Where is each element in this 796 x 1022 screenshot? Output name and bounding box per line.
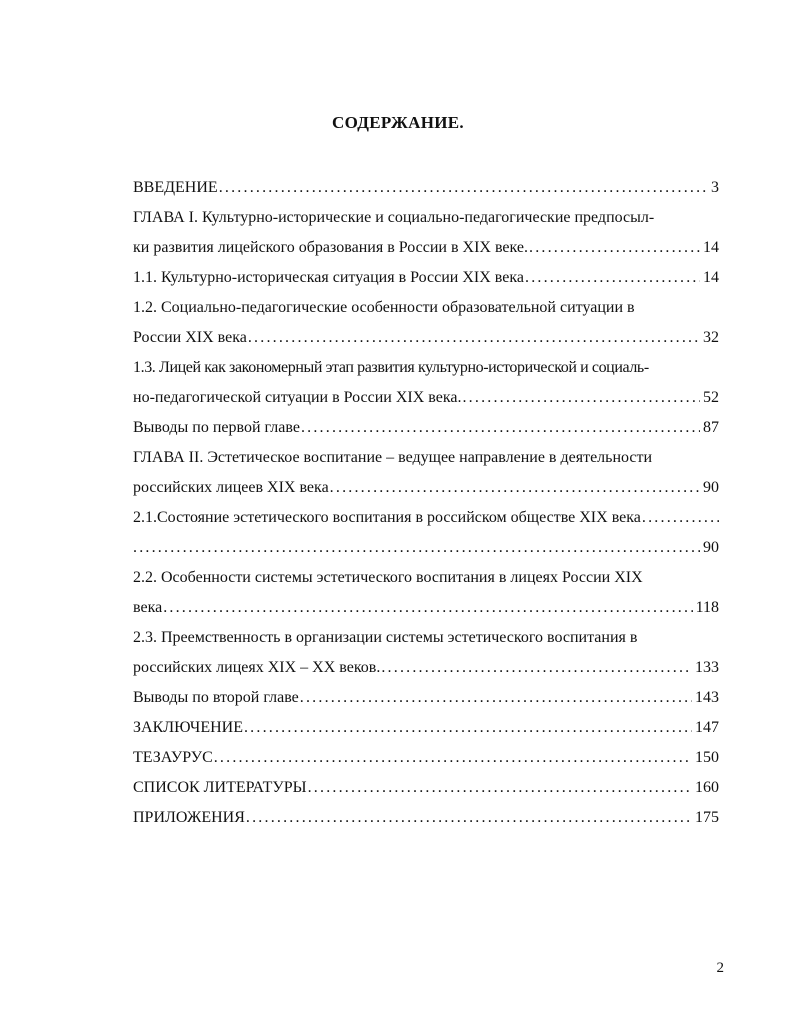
toc-entry-chapter-2 [133, 446, 719, 470]
dot-leader [133, 536, 700, 560]
toc-entry-conclusions-1 [133, 416, 719, 440]
toc-entry-text: 1.2. Социально-педагогические особенности образовательной ситуации в [133, 299, 635, 316]
toc-entry-text: 1.1. Культурно-историческая ситуация в России XIX века [133, 269, 524, 286]
dot-leader [641, 506, 719, 530]
toc-entry-text: века [133, 599, 163, 616]
toc-entry-text: ки развития лицейского образования в России в XIX веке. [133, 239, 528, 256]
toc-entry-page: 160 [695, 779, 719, 796]
toc-entry-page: 143 [695, 689, 719, 706]
toc-entry-section-2-1-cont [133, 536, 719, 560]
toc-entry-text: ТЕЗАУРУС [133, 749, 213, 766]
toc-entry-page: 150 [695, 749, 719, 766]
toc-entry-section-2-2 [133, 566, 719, 590]
dot-leader [213, 746, 692, 770]
toc-entry-text: 1.3. Лицей как закономерный этап развития культурно-исторической и социаль- [133, 359, 649, 376]
dot-leader [307, 776, 692, 800]
toc-entry-text: Выводы по второй главе [133, 689, 299, 706]
toc-entry-section-1-3 [133, 356, 719, 380]
toc-entry-section-2-2-cont [133, 596, 719, 620]
toc-entry-page: 52 [703, 389, 719, 406]
toc-entry-page: 32 [703, 329, 719, 346]
toc-entry-page: 14 [703, 239, 719, 256]
toc-entry-text: России XIX века [133, 329, 247, 346]
toc-entry-page: 90 [703, 479, 719, 496]
toc-entry-chapter-1 [133, 206, 719, 230]
toc-entry-page: 118 [695, 599, 719, 616]
dot-leader [243, 716, 692, 740]
toc-entry-section-1-2 [133, 296, 719, 320]
dot-leader [162, 596, 692, 620]
toc-entry-text: российских лицеях XIX – XX веков. [133, 659, 381, 676]
toc-entry-references [133, 776, 719, 800]
dot-leader [299, 686, 692, 710]
toc-entry-page: 90 [703, 539, 719, 556]
dot-leader [524, 266, 700, 290]
toc-entry-section-1-1 [133, 266, 719, 290]
toc-entry-text: российских лицеев XIX века [133, 479, 329, 496]
toc-entry-page: 14 [703, 269, 719, 286]
toc-entry-text: ПРИЛОЖЕНИЯ [133, 809, 245, 826]
dot-leader [247, 326, 700, 350]
toc-entry-text: ВВЕДЕНИЕ [133, 179, 218, 196]
toc-entry-section-2-1 [133, 506, 719, 530]
toc-entry-text: 2.3. Преемственность в организации системы эстетического воспитания в [133, 629, 638, 646]
toc-entry-page: 147 [695, 719, 719, 736]
toc-entry-text: ГЛАВА II. Эстетическое воспитание – ведущее направление в деятельности [133, 449, 653, 466]
toc-entry-thesaurus [133, 746, 719, 770]
toc-entry-text: но-педагогической ситуации в России XIX века. [133, 389, 462, 406]
dot-leader [245, 806, 692, 830]
toc-entry-text: ГЛАВА I. Культурно-исторические и социально-педагогические предпосыл- [133, 209, 655, 226]
toc-entry-page: 87 [703, 419, 719, 436]
toc-entry-intro [133, 176, 719, 200]
toc-entry-conclusion [133, 716, 719, 740]
dot-leader [300, 416, 700, 440]
toc-entry-page: 3 [711, 179, 719, 196]
toc-entry-text: 2.2. Особенности системы эстетического воспитания в лицеях России XIX [133, 569, 643, 586]
toc-entry-appendix [133, 806, 719, 830]
toc-entry-page: 175 [695, 809, 719, 826]
toc-entry-chapter-2-cont [133, 476, 719, 500]
toc-entry-text: Выводы по первой главе [133, 419, 300, 436]
toc-entry-chapter-1-cont [133, 236, 719, 260]
dot-leader [461, 386, 700, 410]
page-title: СОДЕРЖАНИЕ. [332, 113, 464, 132]
dot-leader [329, 476, 700, 500]
toc-entry-text: ЗАКЛЮЧЕНИЕ [133, 719, 243, 736]
toc-entry-section-1-3-cont [133, 386, 719, 410]
toc-entry-text: 2.1.Состояние эстетического воспитания в российском обществе XIX века [133, 509, 641, 526]
page-number: 2 [716, 960, 724, 976]
dot-leader [528, 236, 700, 260]
toc-entry-section-2-3 [133, 626, 719, 650]
toc-entry-section-2-3-cont [133, 656, 719, 680]
toc-entry-conclusions-2 [133, 686, 719, 710]
toc-entry-text: СПИСОК ЛИТЕРАТУРЫ [133, 779, 307, 796]
toc-entry-section-1-2-cont [133, 326, 719, 350]
dot-leader [380, 656, 692, 680]
toc-entry-page: 133 [695, 659, 719, 676]
dot-leader [218, 176, 708, 200]
